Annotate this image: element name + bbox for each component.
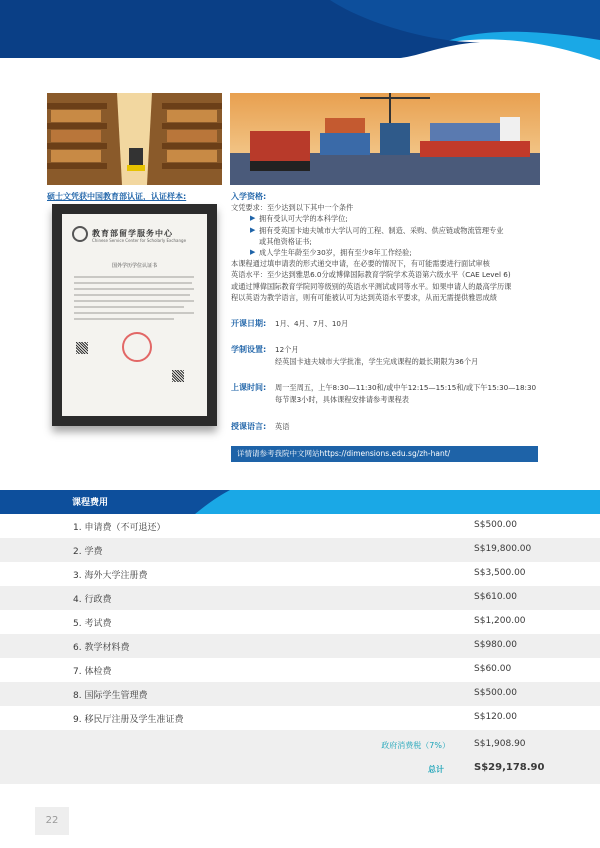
certificate-paper: [62, 214, 207, 416]
duration-note: 经英国卡迪夫城市大学批准，学生完成课程的最长期限为36个月: [275, 357, 479, 366]
cscse-logo-icon: [72, 226, 88, 242]
page-number: 22: [35, 807, 69, 835]
fee-name: 5. 考试费: [73, 619, 112, 629]
fee-row: [0, 514, 600, 538]
fee-row: [0, 682, 600, 706]
fee-amount: S$3,500.00: [474, 568, 526, 578]
fee-name: 4. 行政费: [73, 595, 112, 605]
fee-row: [0, 634, 600, 658]
warehouse-photo: [47, 93, 222, 185]
total-label: 总计: [428, 765, 444, 774]
qr-code-icon: [172, 370, 184, 382]
requirement-text: 拥有受英国卡迪夫城市大学认可的工程、制造、采购、供应链或物流管理专业: [259, 225, 504, 235]
fee-summary: [0, 730, 600, 784]
certificate-text-line: [74, 318, 174, 320]
application-note: 本课程通过填申请表的形式递交申请，在必要的情况下，有可能需要进行面试审核: [231, 259, 490, 269]
certificate-logo-text: 教育部留学服务中心: [92, 229, 173, 238]
certificate-text-line: [74, 276, 194, 278]
certificate-text-line: [74, 282, 192, 284]
certificate-text-line: [74, 306, 184, 308]
triangle-bullet-icon: ▶: [250, 214, 256, 223]
fee-amount: S$19,800.00: [474, 544, 532, 554]
requirement-bullet: [231, 225, 551, 236]
duration-value: 12个月: [275, 345, 299, 354]
duration-label: 学制设置:: [231, 345, 267, 354]
fee-row: [0, 610, 600, 634]
requirement-bullet: [231, 213, 551, 224]
fee-row: [0, 538, 600, 562]
intake-label: 开课日期:: [231, 319, 267, 328]
fee-section-title: 课程费用: [72, 498, 109, 508]
fee-row: [0, 562, 600, 586]
qr-code-icon: [76, 342, 88, 354]
academic-requirement-label: 文凭要求：至少达到以下其中一个条件: [231, 203, 354, 213]
certificate-text-line: [74, 300, 194, 302]
certificate-title: 国外学历学位认证书: [111, 263, 157, 269]
certificate-logo-subtitle: Chinese Service Center for Scholarly Exchange: [92, 238, 187, 243]
schedule-note: 每节课3小时，具体课程安排请参考课程表: [275, 395, 409, 404]
admission-heading: 入学资格:: [231, 192, 267, 201]
fee-amount: S$980.00: [474, 640, 517, 650]
fee-name: 8. 国际学生管理费: [73, 691, 148, 701]
triangle-bullet-icon: ▶: [250, 225, 256, 234]
fee-name: 6. 教学材料费: [73, 643, 130, 653]
certificate-text-line: [74, 294, 190, 296]
certificate-frame: [52, 204, 217, 426]
english-requirement-line: 英语水平：至少达到雅思6.0分或博偉国际教育学院学术英语第六级水平（CAE Level 6): [231, 270, 511, 280]
requirement-text: 拥有受认可大学的本科学位;: [259, 214, 348, 224]
admission-section: [231, 191, 551, 303]
fee-name: 3. 海外大学注册费: [73, 571, 148, 581]
fee-row: [0, 586, 600, 610]
fee-amount: S$120.00: [474, 712, 517, 722]
english-requirement-line: 程以英语为教学语言，则有可能被认可为达到英语水平要求，从而无需提供雅思成绩: [231, 292, 497, 302]
port-photo: [230, 93, 540, 185]
schedule-value: 周一至周五，上午8:30—11:30和/或中午12:15—15:15和/或下午15:30—18:30: [275, 383, 537, 392]
language-value: 英语: [275, 422, 290, 431]
fee-name: 1. 申请费（不可退还）: [73, 523, 166, 533]
fee-amount: S$500.00: [474, 688, 517, 698]
intake-value: 1月、4月、7月、10月: [275, 319, 349, 328]
gst-label: 政府消费税（7%）: [381, 741, 450, 750]
gst-amount: S$1,908.90: [474, 739, 526, 749]
fee-amount: S$500.00: [474, 520, 517, 530]
fee-amount: S$60.00: [474, 664, 512, 674]
header-wave: [0, 0, 600, 80]
requirement-text: 成人学生年龄至少30岁，拥有至少8年工作经验;: [259, 248, 412, 258]
website-link[interactable]: 详情请参考我院中文网站https://dimensions.edu.sg/zh-hant/: [231, 446, 538, 462]
certificate-text-line: [74, 288, 194, 290]
fee-row: [0, 706, 600, 730]
fee-name: 2. 学费: [73, 547, 103, 557]
fee-name: 7. 体检费: [73, 667, 112, 677]
requirement-text-continued: 或其他资格证书;: [259, 236, 312, 246]
triangle-bullet-icon: ▶: [250, 248, 256, 257]
fee-row: [0, 658, 600, 682]
fee-amount: S$1,200.00: [474, 616, 526, 626]
total-amount: S$29,178.90: [474, 762, 545, 773]
certificate-text-line: [74, 312, 194, 314]
fee-amount: S$610.00: [474, 592, 517, 602]
official-seal-icon: [122, 332, 152, 362]
fee-name: 9. 移民厅注册及学生准证费: [73, 715, 184, 725]
english-requirement-line: 或通过博偉国际教育学院同等级别的英语水平测试或同等水平。如果申请人的最高学历课: [231, 281, 512, 291]
requirement-bullet: [231, 247, 551, 258]
certificate-caption: 硕士文凭获中国教育部认证，认证样本:: [47, 192, 187, 201]
language-label: 授课语言:: [231, 422, 267, 431]
schedule-label: 上课时间:: [231, 383, 267, 392]
